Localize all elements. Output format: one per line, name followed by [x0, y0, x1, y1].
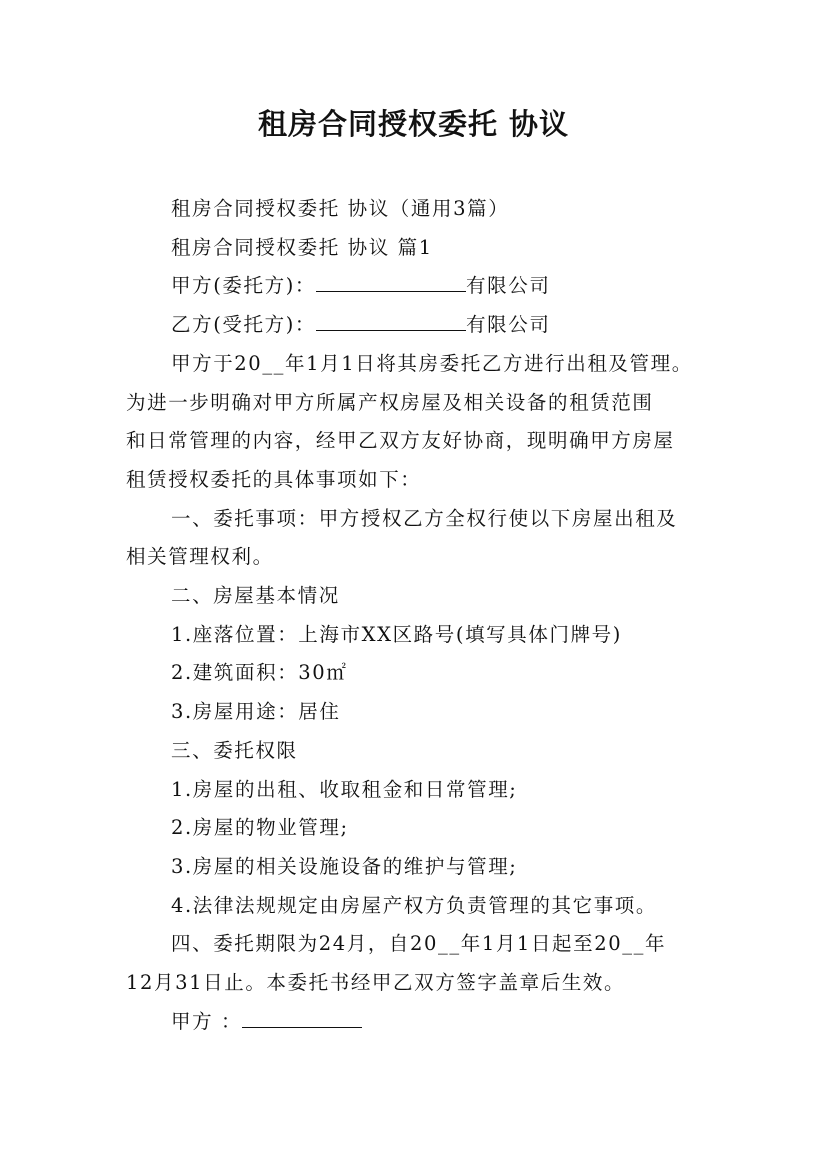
sign-a-line	[126, 1003, 711, 1042]
party-a-suffix: 有限公司	[466, 274, 551, 298]
party-b-line	[126, 306, 711, 345]
item1-line-1: 一、委托事项：甲方授权乙方全权行使以下房屋出租及	[171, 506, 678, 530]
item3-2: 2.房屋的物业管理;	[171, 816, 349, 840]
intro-line-2: 为进一步明确对甲方所属产权房屋及相关设备的租赁范围	[126, 390, 654, 414]
party-a-line	[126, 267, 711, 306]
party-a-blank	[316, 269, 466, 292]
item3-3: 3.房屋的相关设施设备的维护与管理;	[171, 854, 518, 878]
item4-line-1: 四、委托期限为24月，自20__年1月1日起至20__年	[171, 932, 667, 956]
item2-usage: 3.房屋用途：居住	[171, 700, 341, 724]
sign-a-blank	[242, 1005, 362, 1028]
section-heading: 租房合同授权委托 协议 篇1	[171, 235, 433, 259]
intro-line-3: 和日常管理的内容，经甲乙双方友好协商，现明确甲方房屋	[126, 429, 675, 453]
item4-line-2: 12月31日止。本委托书经甲乙双方签字盖章后生效。	[126, 971, 626, 995]
item3-1: 1.房屋的出租、收取租金和日常管理;	[171, 777, 518, 801]
item3-heading: 三、委托权限	[171, 738, 298, 762]
document-title: 租房合同授权委托 协议	[257, 107, 570, 141]
document-body	[126, 190, 711, 1041]
party-b-label: 乙方(受托方)：	[171, 313, 317, 337]
item3-4: 4.法律法规规定由房屋产权方负责管理的其它事项。	[171, 893, 658, 917]
party-b-suffix: 有限公司	[466, 313, 551, 337]
item2-location: 1.座落位置：上海市XX区路号(填写具体门牌号)	[171, 622, 622, 646]
sign-a-label: 甲方 ：	[171, 1009, 243, 1033]
item2-heading: 二、房屋基本情况	[171, 584, 340, 608]
party-a-label: 甲方(委托方)：	[171, 274, 317, 298]
item2-area: 2.建筑面积：30㎡	[171, 661, 348, 685]
intro-line-4: 租赁授权委托的具体事项如下：	[126, 467, 422, 491]
item1-line-2: 相关管理权利。	[126, 545, 274, 569]
intro-line-1: 甲方于20__年1月1日将其房委托乙方进行出租及管理。	[171, 351, 693, 375]
party-b-blank	[316, 308, 466, 331]
document-subtitle: 租房合同授权委托 协议（通用3篇）	[171, 197, 510, 220]
